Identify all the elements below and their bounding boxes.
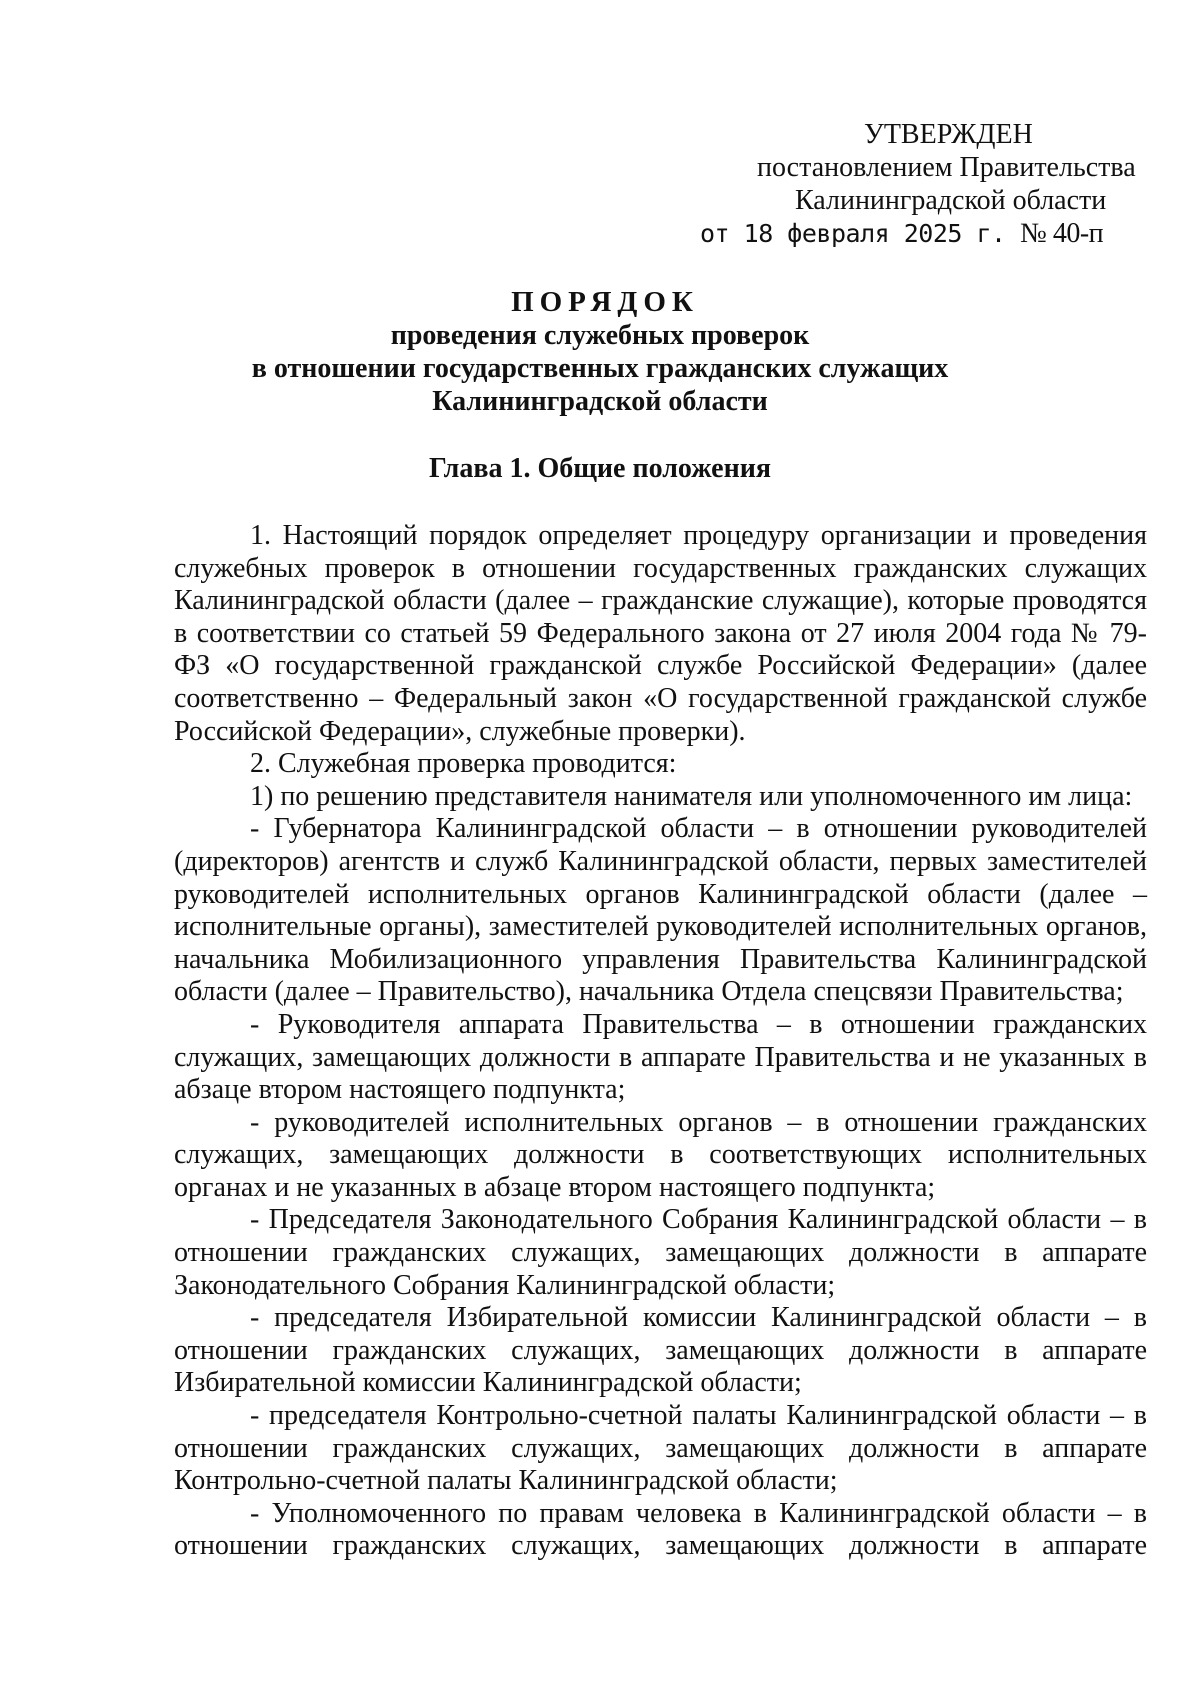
approval-number: № 40-п: [1020, 218, 1104, 249]
paragraph: 1) по решению представителя нанимателя или уполномоченного им лица:: [250, 780, 1133, 812]
approval-authority: постановлением Правительства: [757, 152, 1136, 183]
paragraph: - председателя Избирательной комиссии Калининградской области – в отношении гражданских служащих, замещающих должности в аппарате Избирательной комиссии Калининградской области;: [174, 1302, 1147, 1399]
document-title-block: [0, 286, 1200, 418]
approval-date: от 18 февраля 2025 г.: [700, 219, 1006, 248]
approval-stamp: [700, 118, 1170, 250]
paragraph: - Уполномоченного по правам человека в Калининградской области – в отношении гражданских служащих, замещающих должности в аппарате: [174, 1497, 1147, 1562]
approval-status: УТВЕРЖДЕН: [864, 119, 1033, 150]
title-line-3: Калининградской области: [432, 386, 768, 417]
document-body: [174, 520, 1147, 1563]
chapter-heading: Глава 1. Общие положения: [428, 453, 771, 484]
document-type: ПОРЯДОК: [511, 286, 699, 318]
title-line-2: в отношении государственных гражданских служащих: [251, 353, 949, 384]
paragraph: - Руководителя аппарата Правительства – в отношении гражданских служащих, замещающих должности в аппарате Правительства и не указанных в абзаце втором настоящего подпункта;: [174, 1008, 1147, 1106]
paragraph: - Губернатора Калининградской области – в отношении руководителей (директоров) агентств и служб Калининградской области, первых заместителей руководителей исполнительных органов Калининградской области (далее – исполнительные органы), заместителей руководителей исполнительных органов, начальника Мобилизационного управления Правительства Калининградской области (далее – Правительство), начальника Отдела спецсвязи Правительства;: [174, 813, 1147, 1008]
paragraph: - руководителей исполнительных органов – в отношении гражданских служащих, замещающих должности в соответствующих исполнительных органах и не указанных в абзаце втором настоящего подпункта;: [174, 1106, 1147, 1203]
approval-date-number: [700, 217, 1170, 250]
paragraph: 2. Служебная проверка проводится:: [250, 748, 677, 780]
paragraph: - Председателя Законодательного Собрания Калининградской области – в отношении гражданских служащих, замещающих должности в аппарате Законодательного Собрания Калининградской области;: [174, 1204, 1147, 1301]
approval-region: Калининградской области: [795, 185, 1107, 216]
title-line-1: проведения служебных проверок: [390, 320, 810, 351]
paragraph: - председателя Контрольно-счетной палаты Калининградской области – в отношении гражданских служащих, замещающих должности в аппарате Контрольно-счетной палаты Калининградской области;: [174, 1400, 1147, 1497]
paragraph: 1. Настоящий порядок определяет процедуру организации и проведения служебных проверок в отношении государственных гражданских служащих Калининградской области (далее – гражданские служащие), которые проводятся в соответствии со статьей 59 Федерального закона от 27 июля 2004 года № 79-ФЗ «О государственной гражданской службе Российской Федерации» (далее соответственно – Федеральный закон «О государственной гражданской службе Российской Федерации», служебные проверки).: [174, 520, 1147, 747]
